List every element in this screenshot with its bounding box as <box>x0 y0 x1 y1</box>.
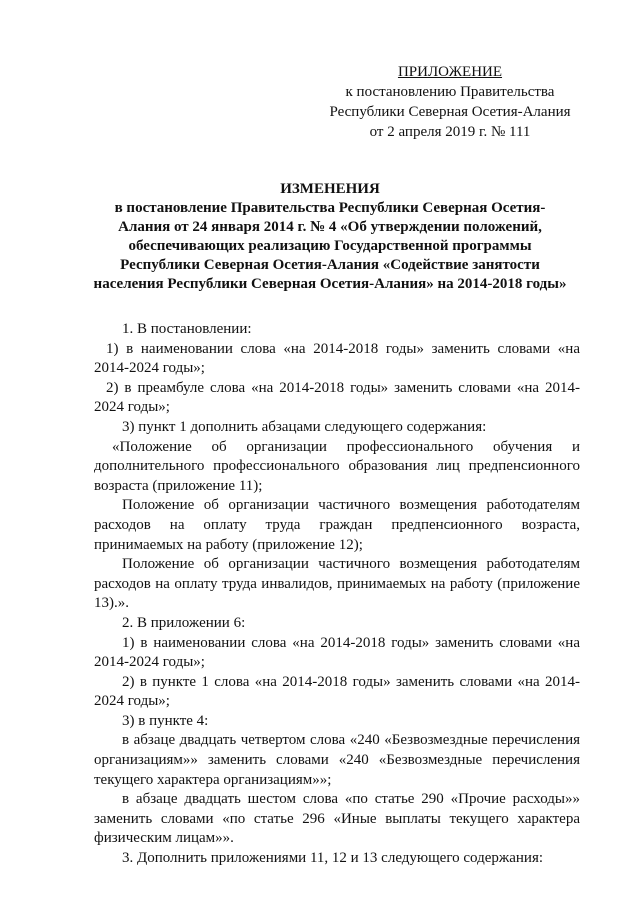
body-paragraph: 1) в наименовании слова «на 2014-2018 годы» заменить словами «на 2014-2024 годы»; <box>94 634 580 671</box>
body-paragraph: 3. Дополнить приложениями 11, 12 и 13 следующего содержания: <box>122 850 544 867</box>
body-paragraph: 2) в преамбуле слова «на 2014-2018 годы» заменить словами «на 2014-2024 годы»; <box>94 379 580 416</box>
body-paragraph: Положение об организации частичного возмещения работодателям расходов на оплату труда инвалидов, принимаемых на работу (приложение 13).». <box>94 556 580 612</box>
title-line: Республики Северная Осетия-Алания «Содействие занятости <box>120 257 540 273</box>
appendix-block <box>300 62 600 142</box>
body-paragraph: Положение об организации частичного возмещения работодателям расходов на оплату труда граждан предпенсионного возраста, принимаемых на работу (приложение 12); <box>94 497 580 553</box>
body-paragraph: 3) в пункте 4: <box>122 712 209 729</box>
body-paragraph: в абзаце двадцать четвертом слова «240 «Безвозмездные перечисления организациям»» заменить словами «240 «Безвозмездные перечисления текущего характера организациям»»; <box>94 732 580 788</box>
body-paragraph: 2) в пункте 1 слова «на 2014-2018 годы» заменить словами «на 2014-2024 годы»; <box>94 673 580 710</box>
appendix-date-line: от 2 апреля 2019 г. № 111 <box>369 124 531 140</box>
body-paragraph: 1) в наименовании слова «на 2014-2018 годы» заменить словами «на 2014-2024 годы»; <box>94 340 580 377</box>
body-paragraph: 1. В постановлении: <box>122 321 252 337</box>
body-paragraph: «Положение об организации профессионального обучения и дополнительного профессионального образования лиц предпенсионного возраста (приложение 11); <box>94 438 580 494</box>
appendix-heading: ПРИЛОЖЕНИЕ <box>397 64 503 80</box>
title-heading: ИЗМЕНЕНИЯ <box>280 181 380 197</box>
document-title <box>70 180 590 294</box>
title-line: в постановление Правительства Республики Северная Осетия- <box>114 200 546 216</box>
document-body <box>94 320 580 869</box>
appendix-line: к постановлению Правительства <box>345 84 555 100</box>
appendix-line: Республики Северная Осетия-Алания <box>329 104 571 120</box>
title-line: населения Республики Северная Осетия-Алания» на 2014-2018 годы» <box>93 276 567 292</box>
body-paragraph: в абзаце двадцать шестом слова «по статье 290 «Прочие расходы»» заменить словами «по статье 296 «Иные выплаты текущего характера физическим лицам»». <box>94 791 580 847</box>
body-paragraph: 2. В приложении 6: <box>122 614 246 631</box>
body-paragraph: 3) пункт 1 дополнить абзацами следующего содержания: <box>122 418 487 435</box>
title-line: Алания от 24 января 2014 г. № 4 «Об утверждении положений, <box>118 219 542 235</box>
title-line: обеспечивающих реализацию Государственной программы <box>128 238 532 254</box>
